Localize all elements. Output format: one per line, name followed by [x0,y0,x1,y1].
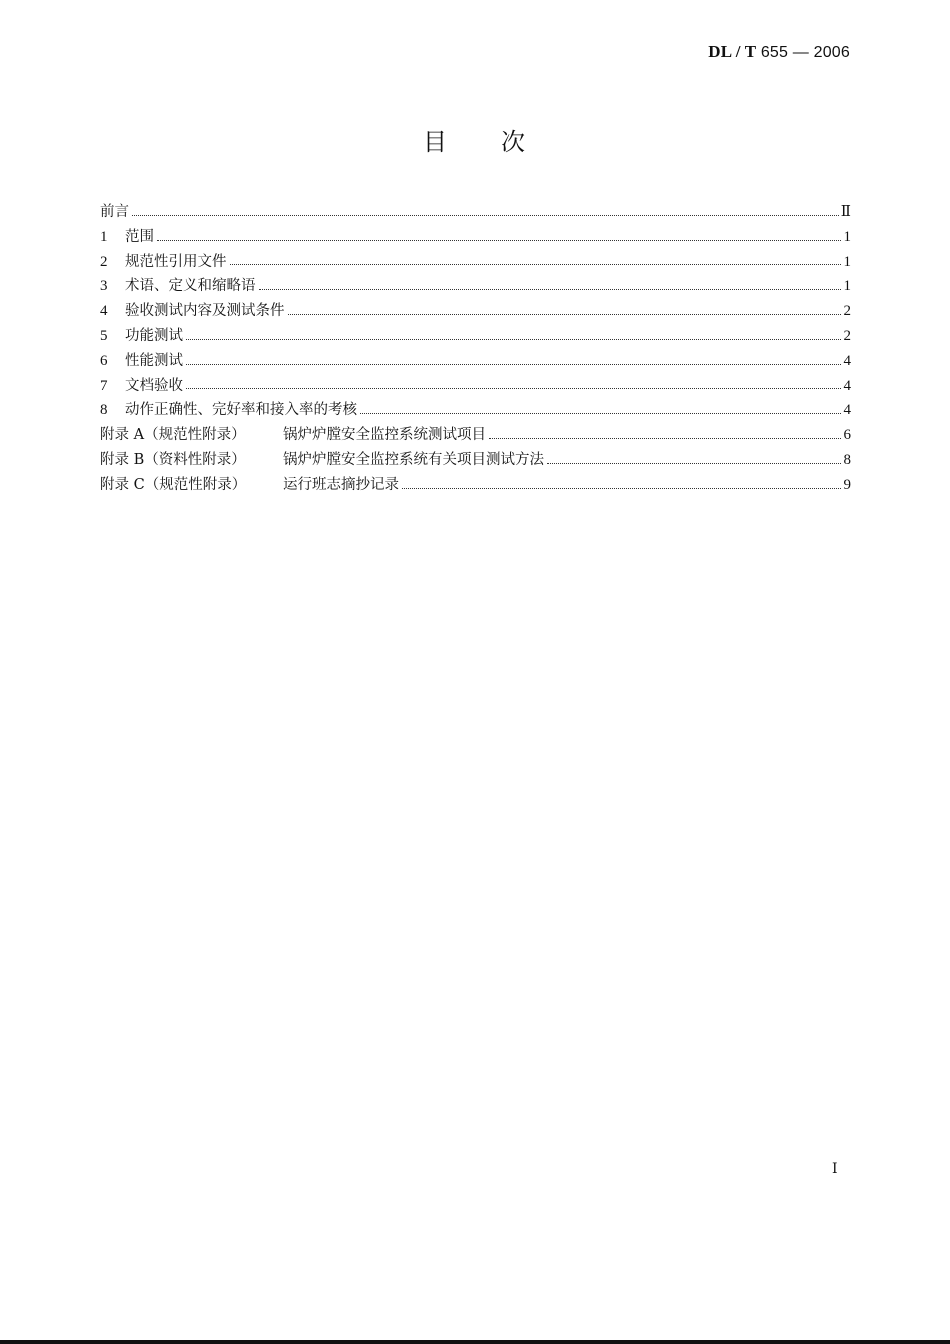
toc-entry-label: 术语、定义和缩略语 [125,278,256,295]
toc-entry-page: 2 [843,303,851,320]
toc-entry-page: 1 [843,278,851,295]
toc-entry-number: 3 [100,278,108,295]
toc-entry-label: 锅炉炉膛安全监控系统有关项目测试方法 [283,451,544,468]
toc-entry-page: 8 [843,451,851,468]
toc-entry[interactable] [100,225,851,250]
toc-entry[interactable] [100,473,851,498]
toc-entry-label: 文档验收 [125,377,183,394]
page-number: Ⅰ [832,1162,838,1177]
toc-entry[interactable] [100,374,851,399]
document-code-prefix: DL / T [708,42,757,61]
toc-entry-page: 1 [843,228,851,245]
bottom-rule [0,1340,950,1344]
toc-entry-label: 前言 [100,204,129,220]
toc-entry[interactable] [100,274,851,299]
toc-entry-page: 4 [843,377,851,394]
toc-entry[interactable] [100,423,851,448]
toc-dot-leader [186,388,841,389]
toc-entry-appendix-prefix: 附录 A（规范性附录） [100,427,246,444]
toc-entry[interactable] [100,324,851,349]
toc-entry-label: 锅炉炉膛安全监控系统测试项目 [283,427,486,444]
toc-dot-leader [489,438,841,439]
toc-dot-leader [186,339,841,340]
toc-dot-leader [132,215,839,216]
document-code [708,42,850,62]
toc-dot-leader [230,264,842,265]
toc-dot-leader [402,488,841,489]
toc-entry[interactable] [100,398,851,423]
toc-entry-page: Ⅱ [840,204,851,220]
table-of-contents [100,200,851,498]
toc-title: 目 次 [423,128,527,156]
toc-entry[interactable] [100,299,851,324]
toc-entry-label: 性能测试 [125,352,183,369]
toc-entry-number: 5 [100,327,108,344]
toc-dot-leader [547,463,841,464]
toc-entry-number: 8 [100,402,108,419]
toc-entry-label: 验收测试内容及测试条件 [125,303,285,320]
toc-dot-leader [360,413,841,414]
toc-entry-label: 运行班志摘抄记录 [283,476,399,493]
toc-entry[interactable] [100,349,851,374]
toc-entry-label: 功能测试 [125,327,183,344]
toc-entry-page: 6 [843,427,851,444]
toc-dot-leader [186,364,841,365]
toc-entry-number: 1 [100,228,108,245]
toc-dot-leader [259,289,842,290]
toc-entry-number: 7 [100,377,108,394]
toc-entry-number: 2 [100,253,108,270]
toc-entry-appendix-prefix: 附录 C（规范性附录） [100,476,247,493]
toc-entry-page: 4 [843,402,851,419]
document-code-number: 655 — 2006 [760,44,850,61]
toc-entry-label: 规范性引用文件 [125,253,227,270]
toc-dot-leader [288,314,842,315]
toc-entry-number: 6 [100,352,108,369]
toc-entry-page: 2 [843,327,851,344]
toc-entry[interactable] [100,448,851,473]
toc-entry-label: 动作正确性、完好率和接入率的考核 [125,402,357,419]
toc-entry-page: 9 [843,476,851,493]
toc-entry[interactable] [100,200,851,225]
toc-entry-label: 范围 [125,228,154,245]
toc-entry-page: 4 [843,352,851,369]
toc-entry-appendix-prefix: 附录 B（资料性附录） [100,451,246,468]
toc-dot-leader [157,240,841,241]
toc-entry[interactable] [100,250,851,275]
toc-entry-page: 1 [843,253,851,270]
toc-entry-number: 4 [100,303,108,320]
